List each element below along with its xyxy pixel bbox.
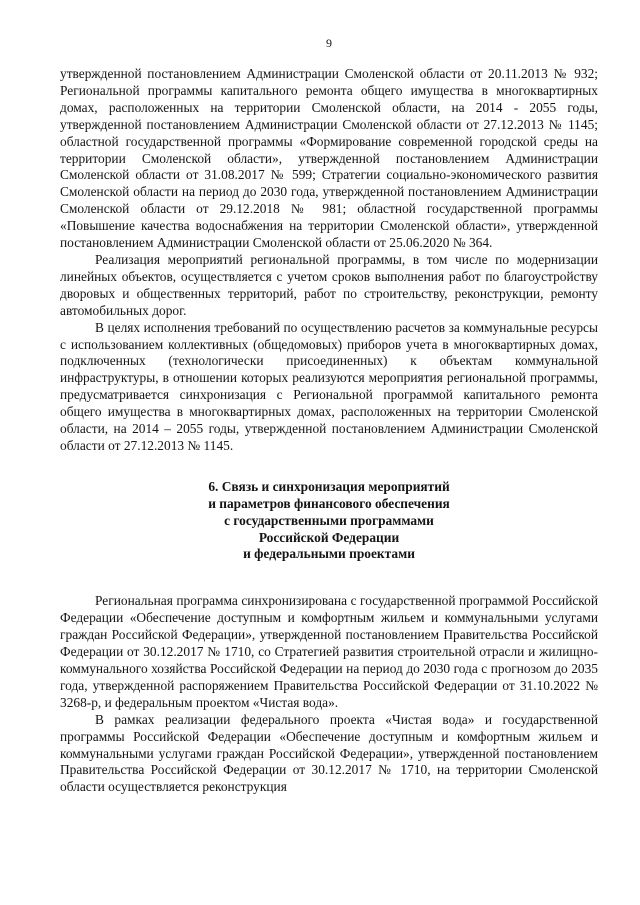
section-heading-line: и федеральными проектами — [243, 546, 415, 562]
paragraph-metering: В целях исполнения требований по осуществлению расчетов за коммунальные ресурсы с использованием коллективных (общедомовых) приборов учета в многоквартирных домах, подключенных (технологически присоединенных) к объектам коммунальной инфраструктуры, в отношении которых реализуются мероприятия региональной программы, предусматривается синхронизация с Региональной программой капитального ремонта общего имущества в многоквартирных домах, расположенных на территории Смоленской области, на 2014 – 2055 годы, утвержденной постановлением Администрации Смоленской области от 27.12.2013 № 1145. — [60, 319, 598, 453]
section-heading-line: и параметров финансового обеспечения — [208, 495, 450, 511]
paragraph-synchronization: Региональная программа синхронизирована с государственной программой Российской Федерации «Обеспечение доступным и комфортным жильем и коммунальными услугами граждан Российской Федерации», утвержденной постановлением Правительства Российской Федерации от 30.12.2017 № 1710, со Стратегией развития строительной отрасли и жилищно-коммунального хозяйства Российской Федерации на период до 2030 года с прогнозом до 2035 года, утвержденной распоряжением Правительства Российской Федерации от 31.10.2022 № 3268-р, и федеральным проектом «Чистая вода». — [60, 593, 598, 710]
paragraph-modernization: Реализация мероприятий региональной программы, в том числе по модернизации линейных объектов, осуществляется с учетом сроков выполнения работ по благоустройству дворовых и общественных территорий, работ по строительству, реконструкции, ремонту автомобильных дорог. — [60, 251, 598, 318]
paragraph-clean-water: В рамках реализации федерального проекта «Чистая вода» и государственной программы Российской Федерации «Обеспечение доступным и комфортным жильем и коммунальными услугами граждан Российской Федерации», утвержденной постановлением Правительства Российской Федерации от 30.12.2017 № 1710, на территории Смоленской области осуществляется реконструкция — [60, 711, 598, 795]
section-heading-line: Российской Федерации — [258, 529, 400, 545]
section-heading-line: с государственными программами — [224, 512, 434, 528]
paragraph-continuation: утвержденной постановлением Администрации Смоленской области от 20.11.2013 № 932; Региональной программы капитального ремонта общего имущества в многоквартирных домах, расположенных на территории Смоленской области, на 2014 - 2055 годы, утвержденной постановлением Администрации Смоленской области от 27.12.2013 № 1145; областной государственной программы «Формирование современной городской среды на территории Смоленской области», утвержденной постановлением Администрации Смоленской области от 31.08.2017 № 599; Стратегии социально-экономического развития Смоленской области на период до 2030 года, утвержденной постановлением Администрации Смоленской области от 29.12.2018 № 981; областной государственной программы «Повышение качества водоснабжения на территории Смоленской области», утвержденной постановлением Администрации Смоленской области от 25.06.2020 № 364. — [60, 66, 598, 251]
section-heading — [60, 479, 598, 564]
section-heading-line: 6. Связь и синхронизация мероприятий — [208, 478, 450, 494]
page-number: 9 — [326, 36, 332, 50]
